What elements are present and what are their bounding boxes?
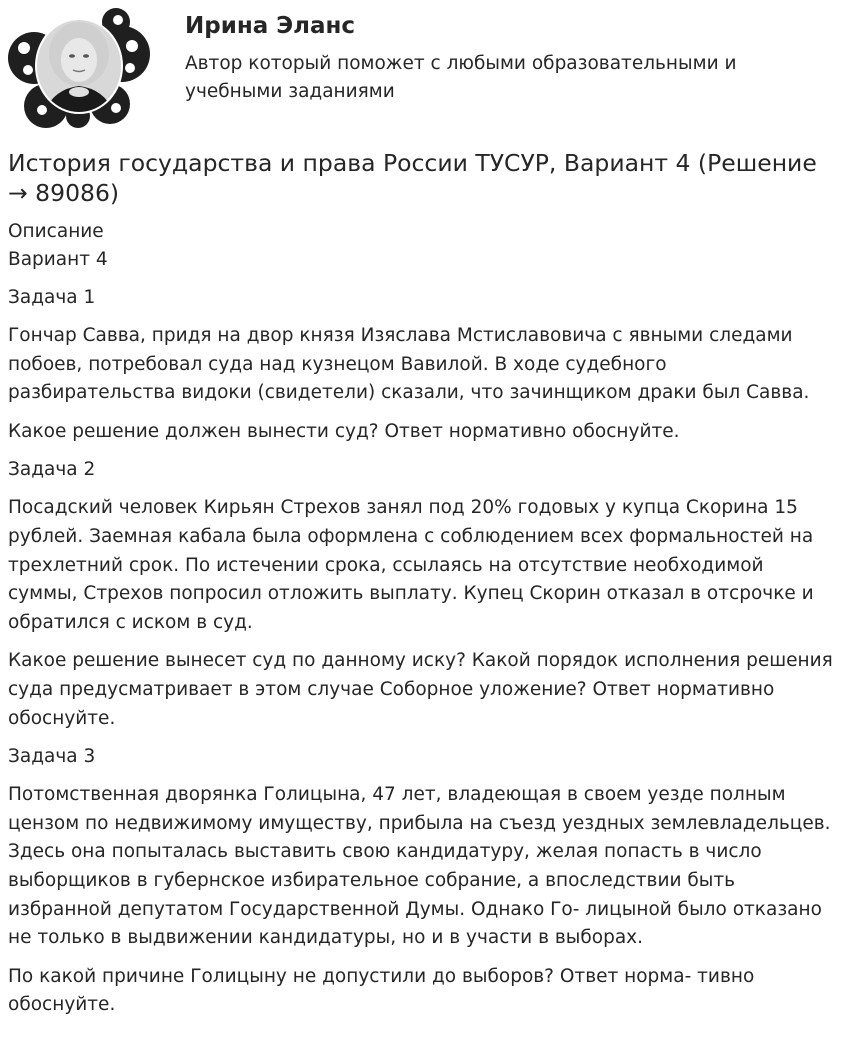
- author-block: [0, 0, 847, 132]
- task-paragraph: Посадский человек Кирьян Стрехов занял под 20% годовых у купца Скорина 15 рублей. Заемная кабала была оформлена с соблюдением всех формальностей на трехлетний срок. По истечении срока, ссылаясь на отсутствие необходимой суммы, Стрехов попросил отложить выплату. Купец Скорин отказал в отсрочке и обратился с иском в суд.: [8, 497, 814, 633]
- task-title: Задача 2: [8, 459, 96, 481]
- task-title: Задача 1: [8, 287, 96, 308]
- author-description: Автор который поможет с любыми образовательными и учебными заданиями: [185, 53, 737, 102]
- task-3: [8, 743, 837, 1020]
- task-2: [8, 456, 837, 733]
- film-reel-portrait-icon: [6, 6, 152, 128]
- task-question: Какое решение вынесет суд по данному иску? Какой порядок исполнения решения суда предусматривает в этом случае Соборное уложение? Ответ нормативно обоснуйте.: [8, 650, 833, 729]
- description-label: Описание: [8, 221, 104, 242]
- document-content: [0, 148, 847, 1020]
- task-question: Какое решение должен вынести суд? Ответ нормативно обоснуйте.: [8, 420, 680, 442]
- task-paragraph: Потомственная дворянка Голицына, 47 лет, владеющая в своем уезде полным цензом по недвижимому имуществу, прибыла на съезд уездных землевладельцев. Здесь она попыталась выставить свою кандидатуру, желая попасть в число выборщиков в губернское избирательное собрание, а впоследствии быть избранной депутатом Государственной Думы. Однако Го- лицыной было отказано не только в выдвижении кандидатуры, но и в участи в выборах.: [8, 784, 831, 949]
- task-paragraph: Гончар Савва, придя на двор князя Изяслава Мстиславовича с явными следами побоев, потребовал суда над кузнецом Вавилой. В ходе судебного разбирательства видоки (свидетели) сказали, что зачинщиком драки был Савва.: [8, 325, 810, 404]
- task-question: По какой причине Голицыну не допустили до выборов? Ответ норма- тивно обоснуйте.: [8, 965, 755, 1016]
- author-name[interactable]: Ирина Эланс: [185, 13, 356, 39]
- task-1: [8, 284, 837, 446]
- task-title: Задача 3: [8, 746, 96, 768]
- page-title: История государства и права России ТУСУР, Вариант 4 (Решение → 89086): [8, 149, 817, 207]
- variant-label: Вариант 4: [8, 249, 108, 270]
